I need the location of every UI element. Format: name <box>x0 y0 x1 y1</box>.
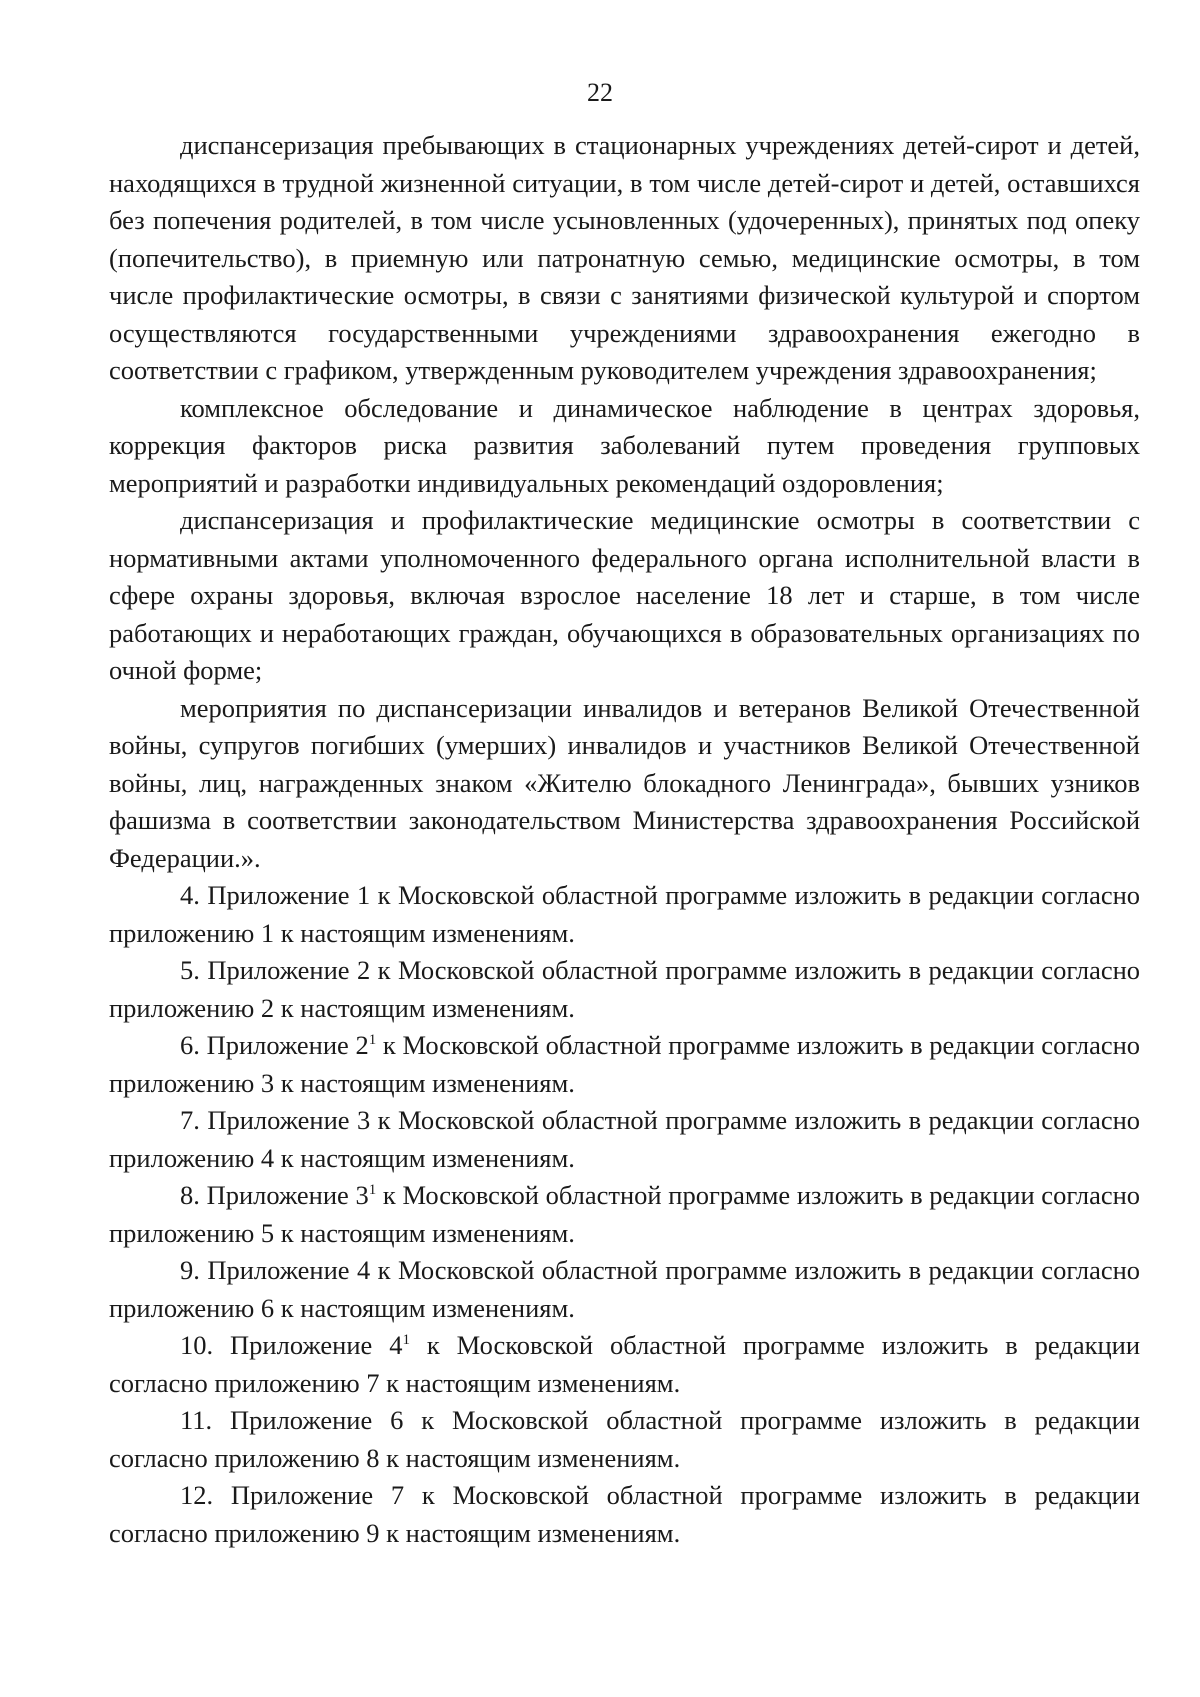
annex-number: 2 <box>355 1030 369 1060</box>
item-text: к Московской областной программе изложить в редакции согласно приложению 8 к настоящим изменениям. <box>109 1405 1141 1473</box>
annex-number: 4 <box>389 1330 403 1360</box>
item-text: к Московской областной программе изложить в редакции согласно приложению 7 к настоящим изменениям. <box>109 1330 1141 1398</box>
document-body <box>109 127 1140 1552</box>
item-lead: Приложение <box>230 1330 373 1360</box>
item-text: к Московской областной программе изложить в редакции согласно приложению 9 к настоящим изменениям. <box>109 1480 1140 1548</box>
paragraph-veterans: мероприятия по диспансеризации инвалидов и ветеранов Великой Отечественной войны, супругов погибших (умерших) инвалидов и участников Великой Отечественной войны, лиц, награжденных знаком «Жителю блокадного Ленинграда», бывших узников фашизма в соответствии законодательством Министерства здравоохранения Российской Федерации.». <box>109 692 1140 873</box>
item-number: 7. <box>180 1105 200 1135</box>
item-number: 11. <box>180 1405 213 1435</box>
annex-number: 4 <box>356 1255 371 1285</box>
item-lead: Приложение <box>207 1255 350 1285</box>
annex-number: 3 <box>355 1180 369 1210</box>
item-text: к Московской областной программе изложить в редакции согласно приложению 6 к настоящим изменениям. <box>109 1255 1141 1323</box>
list-item <box>109 952 1140 1027</box>
list-item <box>109 1252 1140 1327</box>
item-number: 9. <box>180 1255 200 1285</box>
annex-number: 2 <box>356 955 371 985</box>
item-text: к Московской областной программе изложить в редакции согласно приложению 5 к настоящим изменениям. <box>109 1180 1141 1248</box>
item-text: к Московской областной программе изложить в редакции согласно приложению 4 к настоящим изменениям. <box>109 1105 1141 1173</box>
annex-superscript: 1 <box>368 1182 377 1199</box>
annex-number: 1 <box>356 880 371 910</box>
item-text: к Московской областной программе изложить в редакции согласно приложению 2 к настоящим изменениям. <box>109 955 1141 1023</box>
annex-number: 3 <box>356 1105 371 1135</box>
item-lead: Приложение <box>230 1405 373 1435</box>
item-lead: Приложение <box>207 955 350 985</box>
item-lead: Приложение <box>230 1480 374 1510</box>
annex-superscript: 1 <box>368 1032 377 1049</box>
item-lead: Приложение <box>206 1180 349 1210</box>
list-item <box>109 1027 1140 1102</box>
annex-number: 7 <box>390 1480 405 1510</box>
item-lead: Приложение <box>206 1030 349 1060</box>
list-item <box>109 1102 1140 1177</box>
page-number: 22 <box>587 78 613 107</box>
paragraph-health-centers: комплексное обследование и динамическое наблюдение в центрах здоровья, коррекция факторов риска развития заболеваний путем проведения групповых мероприятий и разработки индивидуальных рекомендаций оздоровления; <box>109 392 1140 498</box>
item-number: 6. <box>180 1030 200 1060</box>
list-item <box>109 1327 1140 1402</box>
item-number: 8. <box>180 1180 200 1210</box>
list-item <box>109 1177 1140 1252</box>
annex-number: 6 <box>390 1405 404 1435</box>
item-number: 10. <box>180 1330 214 1360</box>
item-text: к Московской областной программе изложить в редакции согласно приложению 3 к настоящим изменениям. <box>109 1030 1141 1098</box>
item-text: к Московской областной программе изложить в редакции согласно приложению 1 к настоящим изменениям. <box>109 880 1141 948</box>
list-item <box>109 877 1140 952</box>
item-number: 4. <box>180 880 200 910</box>
annex-superscript: 1 <box>402 1332 410 1349</box>
item-lead: Приложение <box>207 880 350 910</box>
item-number: 5. <box>180 955 200 985</box>
list-item <box>109 1402 1140 1477</box>
paragraph-dispanserization-orphans: диспансеризация пребывающих в стационарных учреждениях детей-сирот и детей, находящихся в трудной жизненной ситуации, в том числе детей-сирот и детей, оставшихся без попечения родителей, в том числе усыновленных (удочеренных), принятых под опеку (попечительство), в приемную или патронатную семью, медицинские осмотры, в том числе профилактические осмотры, в связи с занятиями физической культурой и спортом осуществляются государственными учреждениями здравоохранения ежегодно в соответствии с графиком, утвержденным руководителем учреждения здравоохранения; <box>109 130 1140 385</box>
item-number: 12. <box>180 1480 214 1510</box>
list-item <box>109 1477 1140 1552</box>
paragraph-preventive-exams: диспансеризация и профилактические медицинские осмотры в соответствии с нормативными актами уполномоченного федерального органа исполнительной власти в сфере охраны здоровья, включая взрослое население 18 лет и старше, в том числе работающих и неработающих граждан, обучающихся в образовательных организациях по очной форме; <box>109 505 1140 685</box>
item-lead: Приложение <box>207 1105 350 1135</box>
